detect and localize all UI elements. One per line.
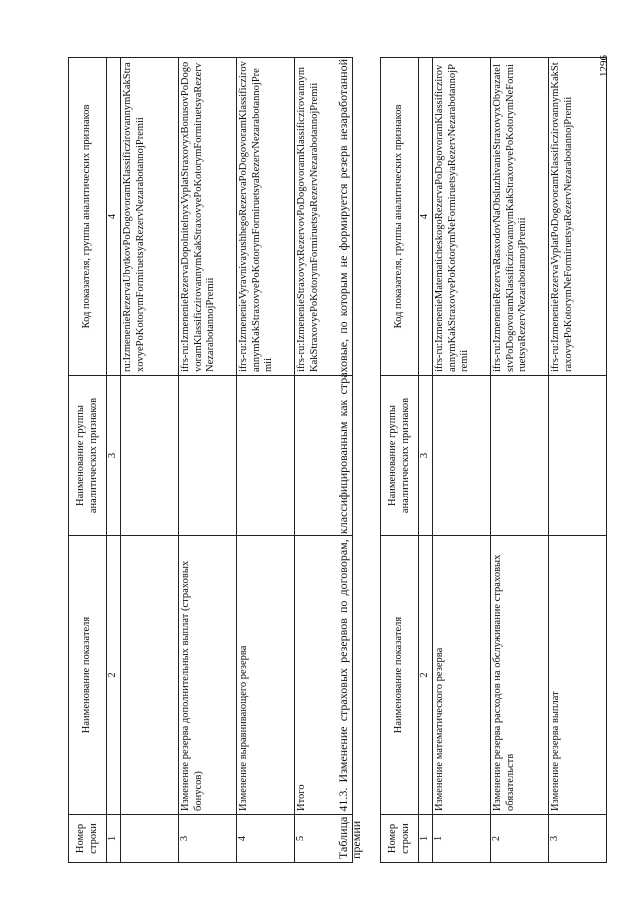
indicator-name: Изменение выравнивающего резерва [237,536,295,815]
header-indicator-name: Наименование показателя [381,536,419,815]
col-number: 3 [419,376,433,536]
indicator-name: Изменение резерва выплат [549,536,607,815]
group-name [237,376,295,536]
table-row [549,58,607,863]
col-number: 4 [107,58,121,376]
header-code: Код показателя, группы аналитических признаков [381,58,419,376]
header-group-name: Наименование группы аналитических признаков [69,376,107,536]
row-num: 4 [237,815,295,863]
row-num [121,815,179,863]
header-group-name: Наименование группы аналитических признаков [381,376,419,536]
table-row [491,58,549,863]
row-num: 5 [295,815,353,863]
group-name [179,376,237,536]
page-number: 1296 [598,55,610,77]
row-num: 1 [433,815,491,863]
indicator-code: ifrs-ru:IzmenenieRezervaRasxodovNaObsluzhivanieStraxovyxObyazatelstvPoDogovoramKlassificzirovannymKakStraxovyePoKotorymNeFormiruetsyaRezervNezarabotannojPremii [491,58,549,376]
col-number: 1 [107,815,121,863]
indicator-name: Изменение математического резерва [433,536,491,815]
indicator-code: ifrs-ru:IzmenenieStraxovyxRezervovPoDogovoramKlassificzirovannymKakStraxovyePoKotorymFormiruetsyaRezervNezarabotannojPremii [295,58,353,376]
col-number: 2 [419,536,433,815]
col-number: 4 [419,58,433,376]
row-num: 2 [491,815,549,863]
indicator-code: ifrs-ru:IzmenenieVyravnivayushhegoRezervaPoDogovoramKlassificzirovannymKakStraxovyePoKotorymFormiruetsyaRezervNezarabotannojPremii [237,58,295,376]
table-row [433,58,491,863]
indicator-name: Итого [295,536,353,815]
table-caption: Таблица 41.3. Изменение страховых резервов по договорам, классифицированным как страховые, по которым не формируется резерв незаработанной премии [336,59,363,859]
table-upper [68,57,353,863]
row-num: 3 [549,815,607,863]
group-name [491,376,549,536]
indicator-code: ifrs-ru:IzmenenieMatematicheskogoRezervaPoDogovoramKlassificzirovannymKakStraxovyePoKotorymNeFormiruetsyaRezervNezarabotannojPremii [433,58,491,376]
col-number: 3 [107,376,121,536]
header-row-num: Номер строки [381,815,419,863]
table-row [121,58,179,863]
col-number: 2 [107,536,121,815]
header-indicator-name: Наименование показателя [69,536,107,815]
table-row [237,58,295,863]
header-code: Код показателя, группы аналитических признаков [69,58,107,376]
indicator-code: ifrs-ru:IzmenenieRezervaVyplatPoDogovoramKlassificzirovannymKakStraxovyePoKotorymNeFormiruetsyaRezervNezarabotannojPremii [549,58,607,376]
table-lower [380,57,607,863]
table-row [179,58,237,863]
col-number: 1 [419,815,433,863]
header-row-num: Номер строки [69,815,107,863]
indicator-code: ifrs-ru:IzmenenieRezervaDopolnitelnyxVyplatStraxovyxBonusovPoDogovoramKlassificzirovannymKakStraxovyePoKotorymFormiruetsyaRezervNezarabotannojPremii [179,58,237,376]
row-num: 3 [179,815,237,863]
group-name [433,376,491,536]
indicator-name [121,536,179,815]
group-name [549,376,607,536]
indicator-name: Изменение резерва дополнительных выплат (страховых бонусов) [179,536,237,815]
indicator-name: Изменение резерва расходов на обслуживание страховых обязательств [491,536,549,815]
indicator-code: ru:IzmenenieRezervaUbytkovPoDogovoramKlassificzirovannymKakStraxovyePoKotorymFormiruetsyaRezervNezarabotannojPremii [121,58,179,376]
group-name [121,376,179,536]
